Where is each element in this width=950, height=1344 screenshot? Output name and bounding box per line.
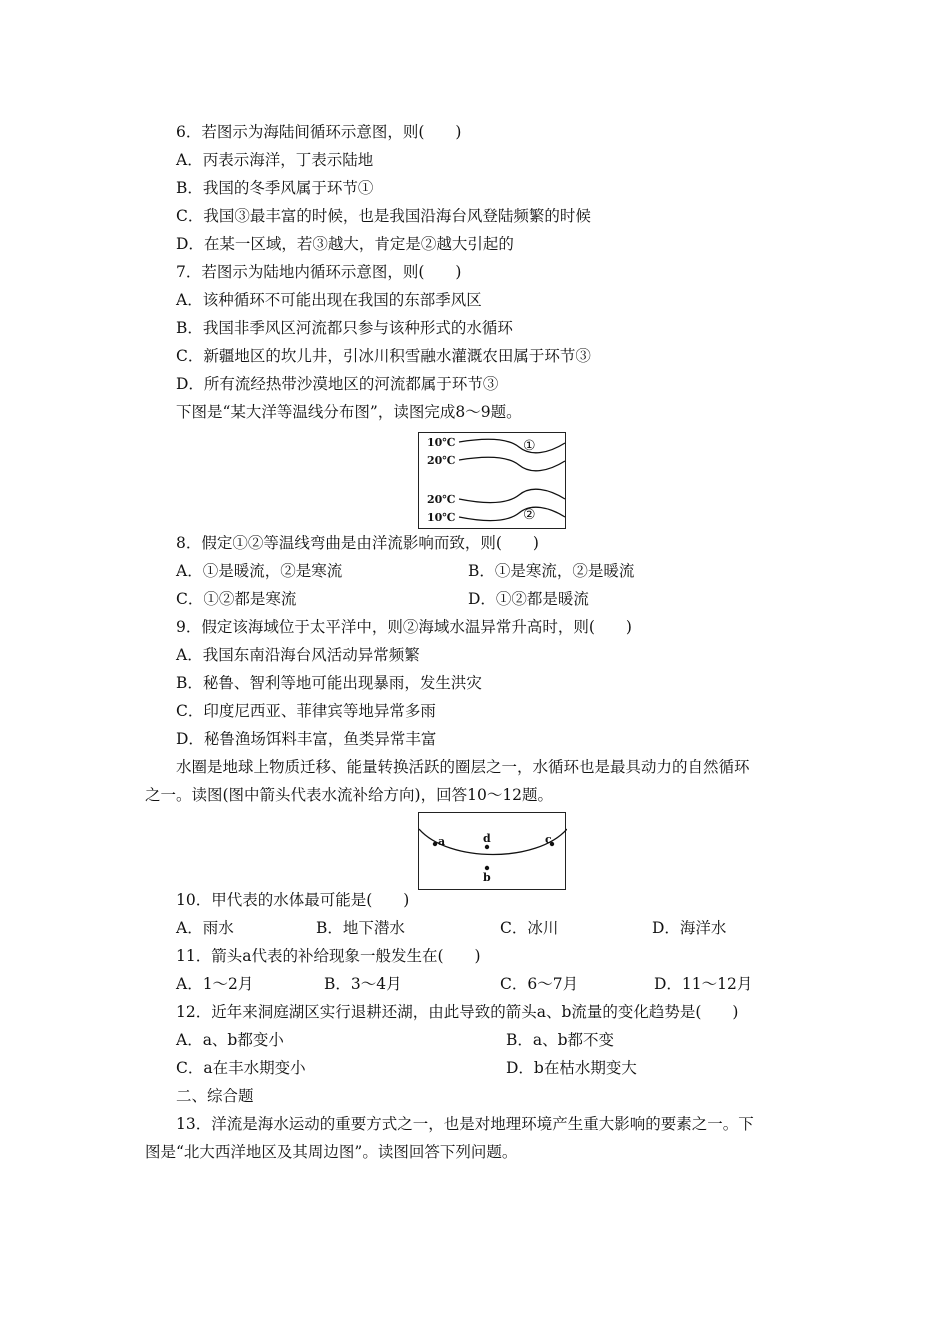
- marker-2: ②: [523, 507, 536, 523]
- q6-option-d: D．在某一区域，若③越大，肯定是②越大引起的: [176, 235, 514, 253]
- section-2-heading: 二、综合题: [176, 1087, 254, 1105]
- isotherm-label-4: 10℃: [427, 511, 456, 524]
- isotherm-label-3: 20℃: [427, 493, 456, 506]
- q11-stem: 11．箭头a代表的补给现象一般发生在( ): [176, 947, 481, 965]
- q12-option-c: C．a在丰水期变小: [176, 1059, 306, 1077]
- q10-option-b: B．地下潜水: [316, 919, 405, 937]
- q8-option-a: A．①是暖流，②是寒流: [176, 562, 343, 580]
- q7-option-c: C．新疆地区的坎儿井，引冰川积雪融水灌溉农田属于环节③: [176, 347, 591, 365]
- point-a-label: a: [438, 835, 446, 848]
- q9-stem: 9．假定该海域位于太平洋中，则②海域水温异常升高时，则( ): [176, 618, 632, 636]
- q8-stem: 8．假定①②等温线弯曲是由洋流影响而致，则( ): [176, 534, 539, 552]
- q10-stem: 10．甲代表的水体最可能是( ): [176, 891, 410, 909]
- point-a-dot: [433, 842, 437, 846]
- q10-option-c: C．冰川: [500, 919, 559, 937]
- point-c-label: c: [545, 833, 552, 846]
- q6-option-a: A．丙表示海洋，丁表示陆地: [176, 151, 374, 169]
- water-supply-figure: [418, 812, 566, 890]
- q9-option-b: B．秘鲁、智利等地可能出现暴雨，发生洪灾: [176, 674, 482, 692]
- q12-stem: 12．近年来洞庭湖区实行退耕还湖，由此导致的箭头a、b流量的变化趋势是( ): [176, 1003, 739, 1021]
- q6-stem: 6．若图示为海陆间循环示意图，则( ): [176, 123, 462, 141]
- q11-option-d: D．11～12月: [654, 975, 753, 993]
- q7-option-a: A．该种循环不可能出现在我国的东部季风区: [176, 291, 482, 309]
- q10-option-d: D．海洋水: [652, 919, 727, 937]
- point-b-label: b: [483, 871, 491, 884]
- intro-8-9: 下图是“某大洋等温线分布图”，读图完成8～9题。: [176, 403, 522, 421]
- q9-option-a: A．我国东南沿海台风活动异常频繁: [176, 646, 420, 664]
- q8-option-b: B．①是寒流，②是暖流: [468, 562, 635, 580]
- q13-line1: 13．洋流是海水运动的重要方式之一，也是对地理环境产生重大影响的要素之一。下: [176, 1115, 754, 1133]
- q6-option-b: B．我国的冬季风属于环节①: [176, 179, 374, 197]
- q7-stem: 7．若图示为陆地内循环示意图，则( ): [176, 263, 462, 281]
- q6-option-c: C．我国③最丰富的时候，也是我国沿海台风登陆频繁的时候: [176, 207, 591, 225]
- point-b-dot: [485, 866, 489, 870]
- q12-option-b: B．a、b都不变: [506, 1031, 615, 1049]
- marker-1: ①: [523, 438, 536, 454]
- q13-line2: 图是“北大西洋地区及其周边图”。读图回答下列问题。: [145, 1143, 518, 1161]
- q9-option-d: D．秘鲁渔场饵料丰富，鱼类异常丰富: [176, 730, 437, 748]
- point-d-dot: [485, 845, 489, 849]
- q12-option-a: A．a、b都变小: [176, 1031, 284, 1049]
- q11-option-a: A．1～2月: [176, 975, 254, 993]
- q12-option-d: D．b在枯水期变大: [506, 1059, 637, 1077]
- q7-option-b: B．我国非季风区河流都只参与该种形式的水循环: [176, 319, 513, 337]
- q8-option-c: C．①②都是寒流: [176, 590, 297, 608]
- q7-option-d: D．所有流经热带沙漠地区的河流都属于环节③: [176, 375, 499, 393]
- q8-option-d: D．①②都是暖流: [468, 590, 589, 608]
- q11-option-c: C．6～7月: [500, 975, 579, 993]
- q9-option-c: C．印度尼西亚、菲律宾等地异常多雨: [176, 702, 436, 720]
- isotherm-label-2: 20℃: [427, 454, 456, 467]
- q10-option-a: A．雨水: [176, 919, 234, 937]
- intro-10-12-line2: 之一。读图(图中箭头代表水流补给方向)，回答10～12题。: [145, 786, 554, 804]
- intro-10-12-line1: 水圈是地球上物质迁移、能量转换活跃的圈层之一，水循环也是最具动力的自然循环: [176, 758, 750, 776]
- isotherm-label-1: 10℃: [427, 436, 456, 449]
- point-d-label: d: [483, 832, 491, 845]
- isotherm-figure: [418, 432, 566, 529]
- q11-option-b: B．3～4月: [324, 975, 402, 993]
